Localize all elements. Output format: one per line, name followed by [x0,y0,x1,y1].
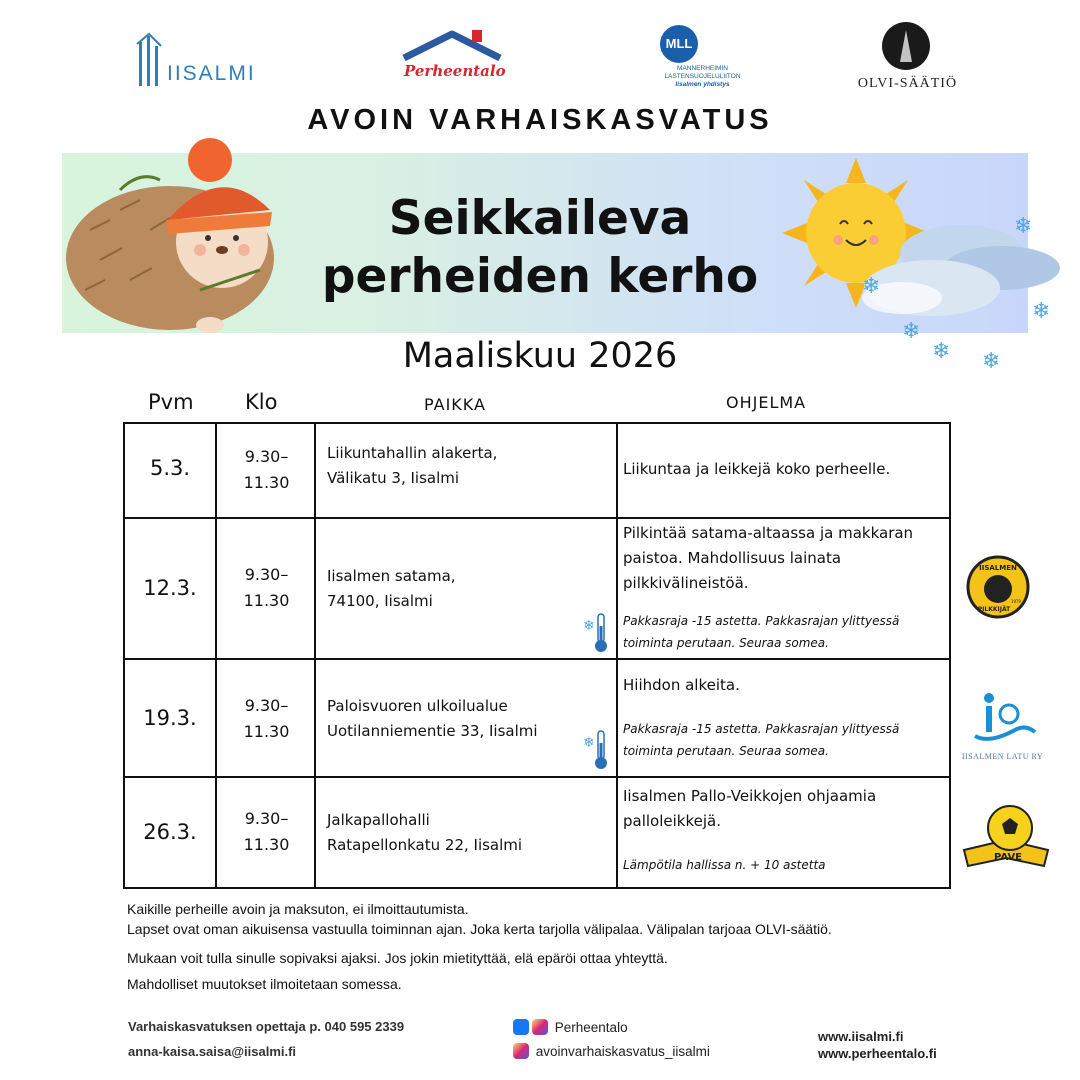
iisalmi-logo-text: IISALMI [167,62,256,85]
olvi-logo-text: OLVI-SÄÄTIÖ [857,76,958,91]
social-instagram-label: avoinvarhaiskasvatus_iisalmi [535,1044,710,1059]
row-program: Iisalmen Pallo-Veikkojen ohjaamia palloleikkejä. [623,787,877,830]
row-time: 9.30– 11.30 [243,809,290,854]
column-header-pvm: Pvm [148,390,194,414]
svg-text:1979: 1979 [1010,599,1022,604]
web-link-iisalmi[interactable]: www.iisalmi.fi [818,1029,904,1044]
olvi-saatio-logo [850,20,965,95]
social-instagram[interactable] [513,1043,710,1059]
olvi-emblem-icon [882,22,930,70]
row-time: 9.30– 11.30 [243,696,290,741]
svg-text:❄: ❄ [902,319,921,344]
column-header-paikka: PAIKKA [424,395,486,414]
social-perheentalo[interactable] [513,1019,628,1035]
instagram-icon [513,1043,529,1059]
pave-football-logo [960,800,1052,872]
row-date: 19.3. [143,706,197,730]
svg-text:❄: ❄ [1032,299,1051,324]
thermometer-snowflake-icon [583,612,613,654]
ski-trail-icon [955,690,1050,748]
svg-text:❄: ❄ [583,735,595,751]
row-date: 26.3. [143,820,197,844]
thermometer-snowflake-icon [583,729,613,771]
row-note: Pakkasraja -15 astetta. Pakkasrajan ylittyessä toiminta perutaan. Seuraa somea. [623,614,900,650]
iisalmen-latu-logo: IISALMEN LATU RY [955,690,1050,765]
facebook-icon [513,1019,529,1035]
row-date: 5.3. [149,456,191,480]
hedgehog-illustration-icon [60,130,280,340]
row-time: 9.30– 11.30 [243,565,290,610]
info-line: Mahdolliset muutokset ilmoitetaan somessa. [127,976,402,992]
row-program: Pilkintää satama-altaassa ja makkaran paistoa. Mahdollisuus lainata pilkkivälineistöä. [623,524,914,592]
sun-clouds-illustration-icon [782,158,1072,383]
svg-text:❄: ❄ [1014,214,1033,239]
schedule-table [123,422,951,889]
mll-badge: MLL [660,25,698,63]
iisalmi-logo [133,32,268,88]
page-heading: AVOIN VARHAISKASVATUS [307,104,773,136]
svg-text:❄: ❄ [932,339,951,364]
row-program: Liikuntaa ja leikkejä koko perheelle. [623,460,891,478]
row-note: Pakkasraja -15 astetta. Pakkasrajan ylittyessä toiminta perutaan. Seuraa somea. [623,722,900,758]
web-link-perheentalo[interactable]: www.perheentalo.fi [818,1046,937,1061]
perheentalo-logo-text: Perheentalo [404,62,506,80]
month-title: Maaliskuu 2026 [402,336,678,376]
row-date: 12.3. [143,576,197,600]
svg-text:PAVE: PAVE [993,852,1023,863]
row-note: Lämpötila hallissa n. + 10 astetta [623,858,826,872]
info-line: Lapset ovat oman aikuisensa vastuulla toiminnan ajan. Joka kerta tarjolla välipalaa. Välipalan tarjoaa OLVI-säätiö. [127,921,832,937]
banner-title: Seikkaileva perheiden kerho [321,191,759,304]
info-line: Kaikille perheille avoin ja maksuton, ei ilmoittautumista. [127,901,469,917]
svg-text:❄: ❄ [862,274,881,299]
svg-text:❄: ❄ [982,349,1001,374]
column-header-ohjelma: OHJELMA [726,393,807,412]
perheentalo-logo [398,28,506,88]
row-place: Liikuntahallin alakerta, Välikatu 3, Iisalmi [327,444,498,487]
teacher-phone: Varhaiskasvatuksen opettaja p. 040 595 2339 [128,1019,405,1034]
social-perheentalo-label: Perheentalo [554,1020,628,1035]
mll-logo-text: MANNERHEIMIN LASTENSUOJELULIITON Iisalmen yhdistys [664,65,741,88]
svg-text:PILKKIJÄT: PILKKIJÄT [977,606,1011,613]
row-time: 9.30– 11.30 [243,447,290,492]
iisalmi-emblem-icon [133,32,167,88]
row-place: Iisalmen satama, 74100, Iisalmi [327,567,456,610]
mll-logo [640,25,765,100]
svg-text:IISALMEN: IISALMEN [979,564,1017,572]
row-place: Paloisvuoren ulkoilualue Uotilanniementie 33, Iisalmi [327,697,538,740]
info-line: Mukaan voit tulla sinulle sopivaksi ajaksi. Jos jokin mietityttää, elä epäröi ottaa yhteyttä. [127,950,668,966]
svg-text:❄: ❄ [583,618,595,634]
row-program: Hiihdon alkeita. [623,676,740,694]
iisalmen-pilkkijat-logo [966,555,1030,619]
instagram-icon [532,1019,548,1035]
column-header-klo: Klo [245,390,278,414]
row-place: Jalkapallohalli Ratapellonkatu 22, Iisalmi [327,811,523,854]
teacher-email[interactable]: anna-kaisa.saisa@iisalmi.fi [128,1044,297,1059]
